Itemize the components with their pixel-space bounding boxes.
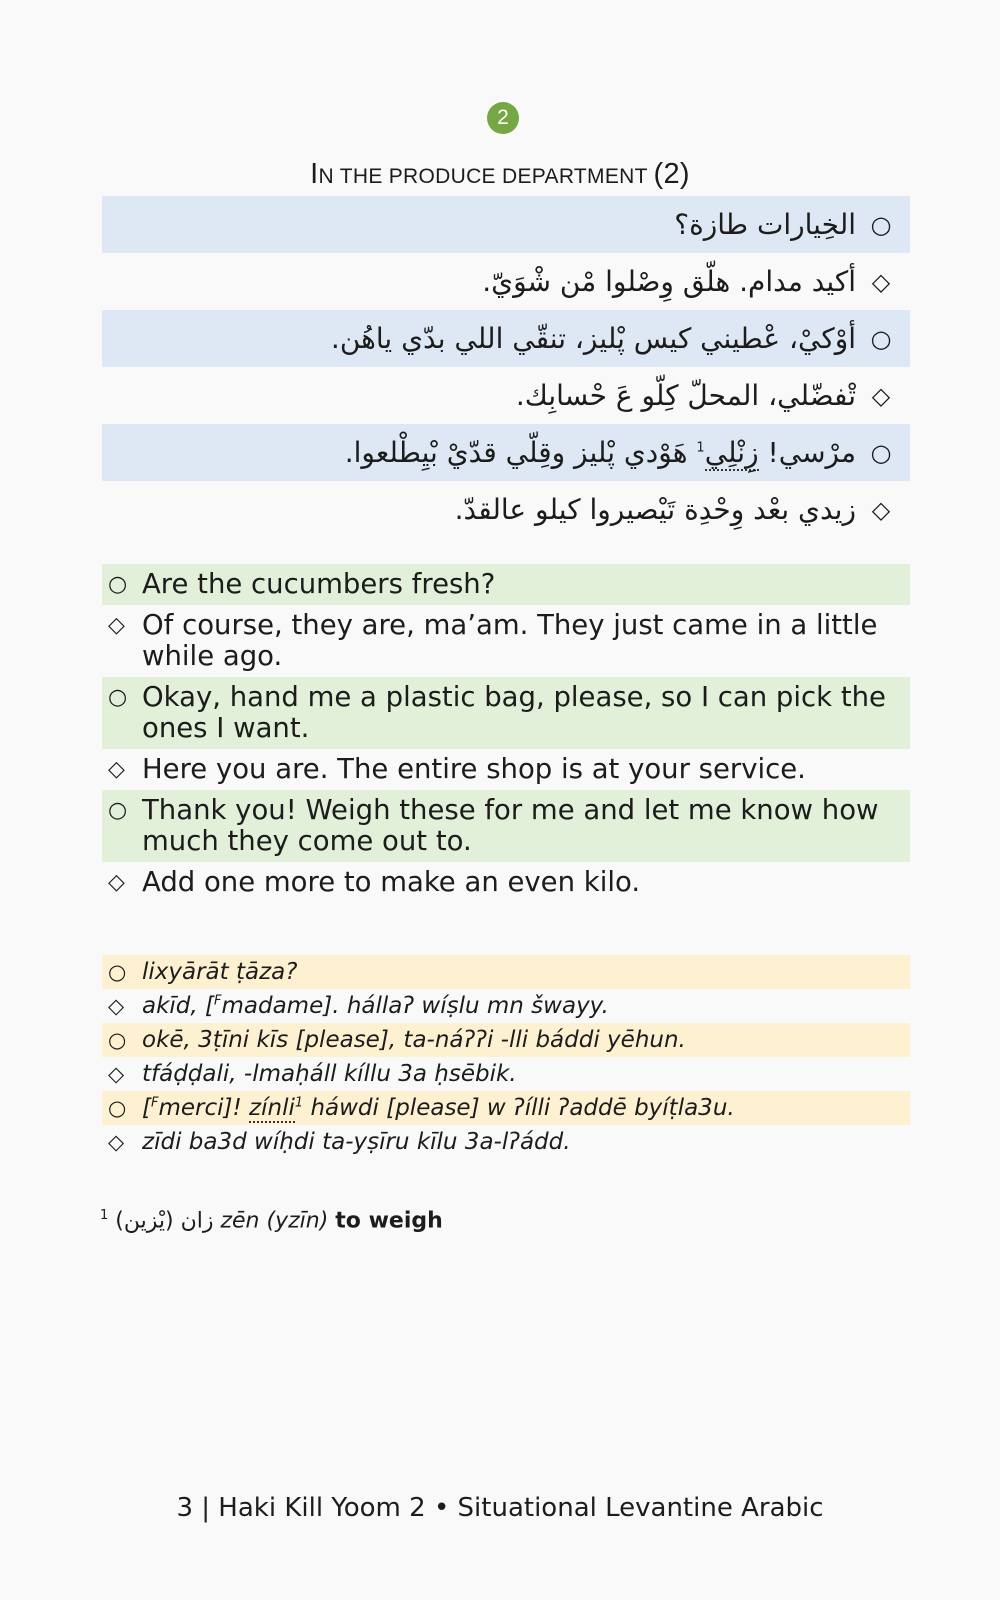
translit-post: háwdi [please] w ʔílli ʔaddē byíṭla3u. [303, 1095, 735, 1121]
speaker-a-marker: ○ [108, 960, 127, 984]
footnote-ref: 1 [294, 1095, 304, 1111]
speaker-b-marker: ◇ [108, 1062, 125, 1086]
title-suffix: (2) [653, 158, 690, 190]
arabic-line [102, 253, 910, 310]
english-dialogue [102, 564, 910, 903]
footnote-arabic: زان (يْزين) [115, 1208, 214, 1234]
translit-text: lixyārāt ṭāza? [142, 959, 298, 985]
speaker-b-marker: ◇ [108, 870, 125, 895]
speaker-a-marker: ○ [108, 1096, 127, 1120]
translit-line [102, 955, 910, 989]
footnote-translit: zēn (yzīn) [220, 1208, 329, 1234]
speaker-b-marker: ◇ [108, 613, 125, 638]
english-text: Are the cucumbers fresh? [142, 568, 496, 600]
arabic-dialogue [102, 196, 910, 538]
title-initial: I [310, 158, 319, 190]
translit-text: okē, 3ṭīni kīs [please], ta-náʔʔi -lli báddi yēhun. [142, 1027, 686, 1053]
translit-post: madame]. hállaʔ wíṣlu mn šwayy. [221, 993, 609, 1019]
arabic-text: تْفضّلي، المحلّ كِلّو عَ حْسابِك. [515, 379, 856, 412]
english-line [102, 749, 910, 790]
speaker-a-marker: ○ [870, 324, 892, 353]
arabic-line [102, 310, 910, 367]
title-rest: N THE PRODUCE DEPARTMENT [318, 165, 654, 188]
speaker-b-marker: ◇ [108, 757, 125, 782]
english-line [102, 677, 910, 749]
speaker-a-marker: ○ [108, 685, 128, 710]
speaker-a-marker: ○ [870, 438, 892, 467]
french-marker: F [150, 1095, 159, 1111]
english-line [102, 862, 910, 903]
translit-line [102, 1125, 910, 1159]
arabic-text-before: مرْسي! [758, 436, 856, 469]
speaker-b-marker: ◇ [871, 495, 891, 524]
footnote-number: 1 [100, 1208, 109, 1223]
arabic-line [102, 196, 910, 253]
arabic-text [345, 436, 864, 469]
speaker-b-marker: ◇ [871, 267, 891, 296]
arabic-footnoted-word: زِنْلِي [704, 436, 759, 469]
translit-line [102, 1057, 910, 1091]
arabic-line [102, 424, 910, 481]
english-line [102, 564, 910, 605]
french-marker: F [214, 993, 222, 1009]
arabic-line [102, 367, 910, 424]
translit-pre: akīd, [ [142, 993, 214, 1019]
translit-footnoted-word: zínli [249, 1095, 295, 1121]
translit-line [102, 1023, 910, 1057]
speaker-b-marker: ◇ [108, 1130, 125, 1154]
footnote-gloss: to weigh [335, 1208, 443, 1234]
translit-text: zīdi ba3d wíḥdi ta-yṣīru kīlu 3a-lʔádd. [142, 1129, 571, 1155]
speaker-b-marker: ◇ [108, 994, 125, 1018]
english-text: Here you are. The entire shop is at your service. [142, 753, 806, 785]
speaker-b-marker: ◇ [871, 381, 891, 410]
arabic-text-after: هَوْدي پْليز وقِلّي قدّيْ بْيِطْلعوا. [344, 436, 697, 469]
speaker-a-marker: ○ [108, 572, 128, 597]
translit-text: tfáḍḍali, -lmaḥáll kíllu 3a ḥsēbik. [142, 1061, 517, 1087]
translit-text [142, 1095, 735, 1121]
arabic-text: زيدي بعْد وِحْدِة تَيْصيروا كيلو عالقدّ. [454, 493, 856, 526]
footnote [100, 1208, 443, 1233]
translit-mid: merci]! [158, 1095, 250, 1121]
english-text: Thank you! Weigh these for me and let me know how much they come out to. [142, 794, 879, 857]
arabic-line [102, 481, 910, 538]
english-text: Add one more to make an even kilo. [142, 866, 641, 898]
arabic-text: أوْكيْ، عْطيني كيس پْليز، تنقّي اللي بدّي ياهُن. [330, 322, 856, 355]
english-text: Okay, hand me a plastic bag, please, so I can pick the ones I want. [142, 681, 886, 744]
speaker-a-marker: ○ [108, 1028, 127, 1052]
translit-pre: [ [142, 1095, 151, 1121]
english-line [102, 605, 910, 677]
transliteration-dialogue [102, 955, 910, 1159]
speaker-a-marker: ○ [870, 210, 892, 239]
section-number-badge: 2 [487, 102, 519, 134]
speaker-a-marker: ○ [108, 798, 128, 823]
english-text: Of course, they are, ma’am. They just came in a little while ago. [142, 609, 878, 672]
arabic-text: الخِيارات طازة؟ [674, 208, 856, 241]
translit-line [102, 989, 910, 1023]
english-line [102, 790, 910, 862]
arabic-text: أكيد مدام. هلّق وِصْلوا مْن شْوَيّ. [482, 265, 856, 298]
page-footer: 3 | Haki Kill Yoom 2 • Situational Levantine Arabic [176, 1493, 824, 1523]
translit-line [102, 1091, 910, 1125]
page-title [0, 158, 1000, 191]
translit-text [142, 993, 609, 1019]
footnote-ref: 1 [696, 440, 705, 456]
